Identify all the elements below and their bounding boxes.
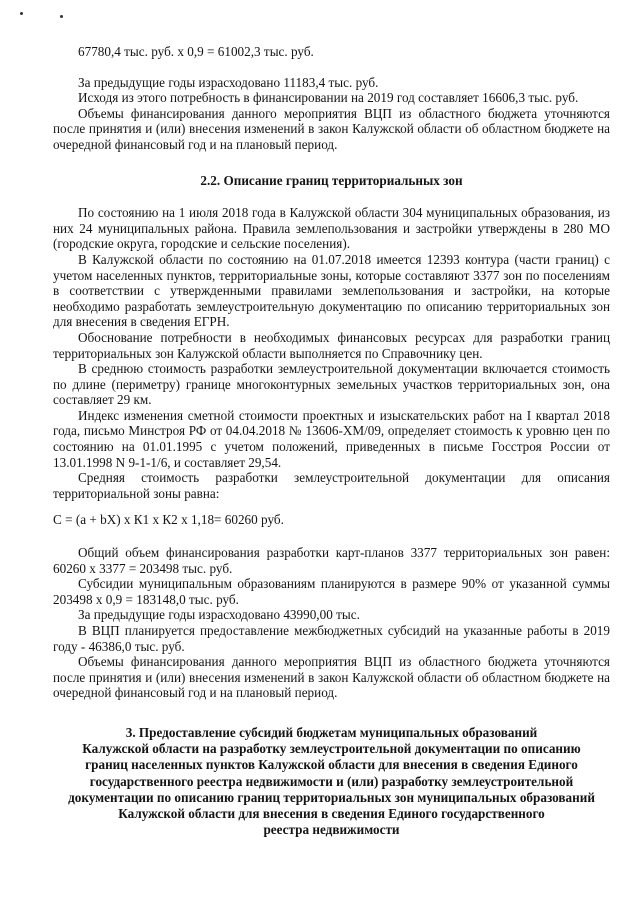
section-3-title	[53, 725, 610, 838]
paragraph-subsidies: Субсидии муниципальным образованиям планируются в размере 90% от указанной суммы 203498 х 0,9 = 183148,0 тыс. руб.	[53, 576, 610, 607]
paragraph-funding-volumes: Объемы финансирования данного мероприятия ВЦП из областного бюджета уточняются после принятия и (или) внесения изменений в закон Калужской области об областном бюджете на очередной финансовый год и на плановый период.	[53, 654, 610, 701]
prev-years-spent: За предыдущие годы израсходовано 11183,4 тыс. руб.	[78, 74, 379, 90]
paragraph-justification: Обоснование потребности в необходимых финансовых ресурсах для разработки границ территориальных зон Калужской области выполняется по Справочнику цен.	[53, 329, 610, 361]
need-2019: Исходя из этого потребность в финансировании на 2019 год составляет 16606,3 тыс. руб.	[78, 90, 579, 106]
cost-formula: С = (а + bХ) х К1 х К2 х 1,18= 60260 руб.	[53, 512, 284, 528]
funding-volumes-paragraph: Объемы финансирования данного мероприятия ВЦП из областного бюджета уточняются после принятия и (или) внесения изменений в закон Калужской области об областном бюджете на очередной финансовый год и на плановый период.	[53, 105, 610, 152]
section-2-2-title: 2.2. Описание границ территориальных зон	[200, 172, 463, 188]
paragraph-total-funding: Общий объем финансирования разработки карт-планов 3377 территориальных зон равен: 60260 х 3377 = 203498 тыс. руб.	[53, 545, 610, 576]
section-3-title-line: государственного реестра недвижимости и (или) разработку землеустроительной	[89, 773, 574, 789]
section-3-title-line: Калужской области для внесения в сведения Единого государственного	[118, 805, 545, 821]
section-3-title-line: Калужской области на разработку землеустроительной документации по описанию	[82, 741, 581, 757]
section-3-title-line: границ населенных пунктов Калужской области для внесения в сведения Единого	[85, 757, 578, 773]
section-3-title-line: 3. Предоставление субсидий бюджетам муниципальных образований	[125, 724, 538, 740]
section-3-title-line: реестра недвижимости	[263, 822, 400, 838]
paragraph-average-cost-formula-intro: Средняя стоимость разработки землеустроительной документации для описания территориальной зоны равна:	[53, 470, 610, 501]
paragraph-prev-years-spent: За предыдущие годы израсходовано 43990,00 тыс.	[78, 607, 360, 623]
document-body	[53, 44, 610, 838]
calc-line: 67780,4 тыс. руб. х 0,9 = 61002,3 тыс. руб.	[78, 44, 314, 59]
paragraph-municipalities: По состоянию на 1 июля 2018 года в Калужской области 304 муниципальных образования, из них 24 муниципальных района. Правила землепользования и застройки утверждены в 280 МО (городские округа, городские и сельские поселения).	[53, 205, 610, 252]
scan-dot	[60, 15, 63, 18]
paragraph-index: Индекс изменения сметной стоимости проектных и изыскательских работ на I квартал 2018 года, письмо Минстроя РФ от 04.04.2018 № 13606-ХМ/09, определяет стоимость к уровню цен по состоянию на 01.01.1995 с учетом положений, приведенных в письме Госстроя России от 13.01.1998 N 9-1-1/6, и составляет 29,54.	[53, 407, 610, 470]
section-3-title-line: документации по описанию границ территориальных зон муниципальных образований	[68, 789, 595, 805]
paragraph-average-cost: В среднюю стоимость разработки землеустроительной документации включается стоимость по длине (периметру) границе многоконтурных земельных участков территориальных зон, она составляет 29 км.	[53, 361, 610, 408]
paragraph-2019-subsidies: В ВЦП планируется предоставление межбюджетных субсидий на указанные работы в 2019 году - 46386,0 тыс. руб.	[53, 623, 610, 654]
paragraph-contours: В Калужской области по состоянию на 01.07.2018 имеется 12393 контура (части границ) с учетом населенных пунктов, территориальные зоны, которые составляют 3377 зон по поселениям в соответствии с утвержденными правилами землепользования и застройки, на которые необходимо разработать землеустроительную документацию по описанию территориальных зон для внесения в сведения ЕГРН.	[53, 251, 610, 330]
scan-dot	[20, 12, 23, 15]
